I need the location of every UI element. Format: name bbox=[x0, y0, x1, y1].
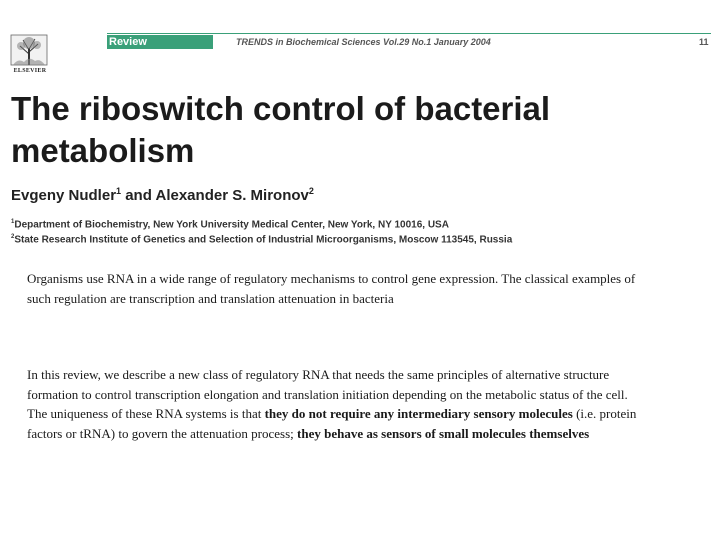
section-label: Review bbox=[107, 35, 213, 49]
header-rule bbox=[107, 33, 711, 34]
page-number: 11 bbox=[699, 37, 709, 47]
paragraph-2-emphasis-1: they do not require any intermediary sensory molecules bbox=[264, 406, 573, 421]
title-line-1: The riboswitch control of bacterial bbox=[11, 90, 551, 127]
author-2: Alexander S. Mironov bbox=[155, 187, 309, 204]
author-1-mark: 1 bbox=[116, 186, 122, 196]
body-paragraph-2 bbox=[27, 365, 637, 443]
affiliation-1-mark: 1 bbox=[11, 219, 15, 225]
paragraph-2-emphasis-2: they behave as sensors of small molecules themselves bbox=[297, 425, 590, 441]
publisher-name: ELSEVIER bbox=[13, 68, 47, 74]
affiliation-2 bbox=[11, 234, 512, 245]
journal-citation: TRENDS in Biochemical Sciences Vol.29 No.1 January 2004 bbox=[236, 37, 491, 47]
affiliation-1-text: Department of Biochemistry, New York University Medical Center, New York, NY 10016, USA bbox=[14, 219, 449, 231]
paragraph-2-part-1: In this review, we describe a new class of regulatory RNA that needs the same principles of alternative structure formation to control transcription elongation and translation initiation depending on the metabolic status of the cell. The uniqueness of these RNA systems is that bbox=[27, 367, 628, 421]
affiliation-2-text: State Research Institute of Genetics and Selection of Industrial Microorganisms, Moscow 113545, Russia bbox=[14, 234, 513, 246]
affiliation-2-mark: 2 bbox=[11, 234, 15, 240]
author-connector: and bbox=[121, 187, 156, 204]
author-1: Evgeny Nudler bbox=[11, 187, 117, 204]
author-2-mark: 2 bbox=[308, 186, 314, 196]
paragraph-2-part-2: (i.e. protein factors or tRNA) to govern the attenuation process; bbox=[27, 406, 637, 441]
title-line-2: metabolism bbox=[11, 132, 195, 169]
article-title bbox=[11, 88, 651, 172]
body-paragraph-1: Organisms use RNA in a wide range of regulatory mechanisms to control gene expression. The classical examples of such regulation are transcription and translation attenuation in bacteria bbox=[27, 271, 636, 306]
affiliation-1 bbox=[11, 219, 449, 230]
author-list bbox=[11, 186, 314, 204]
